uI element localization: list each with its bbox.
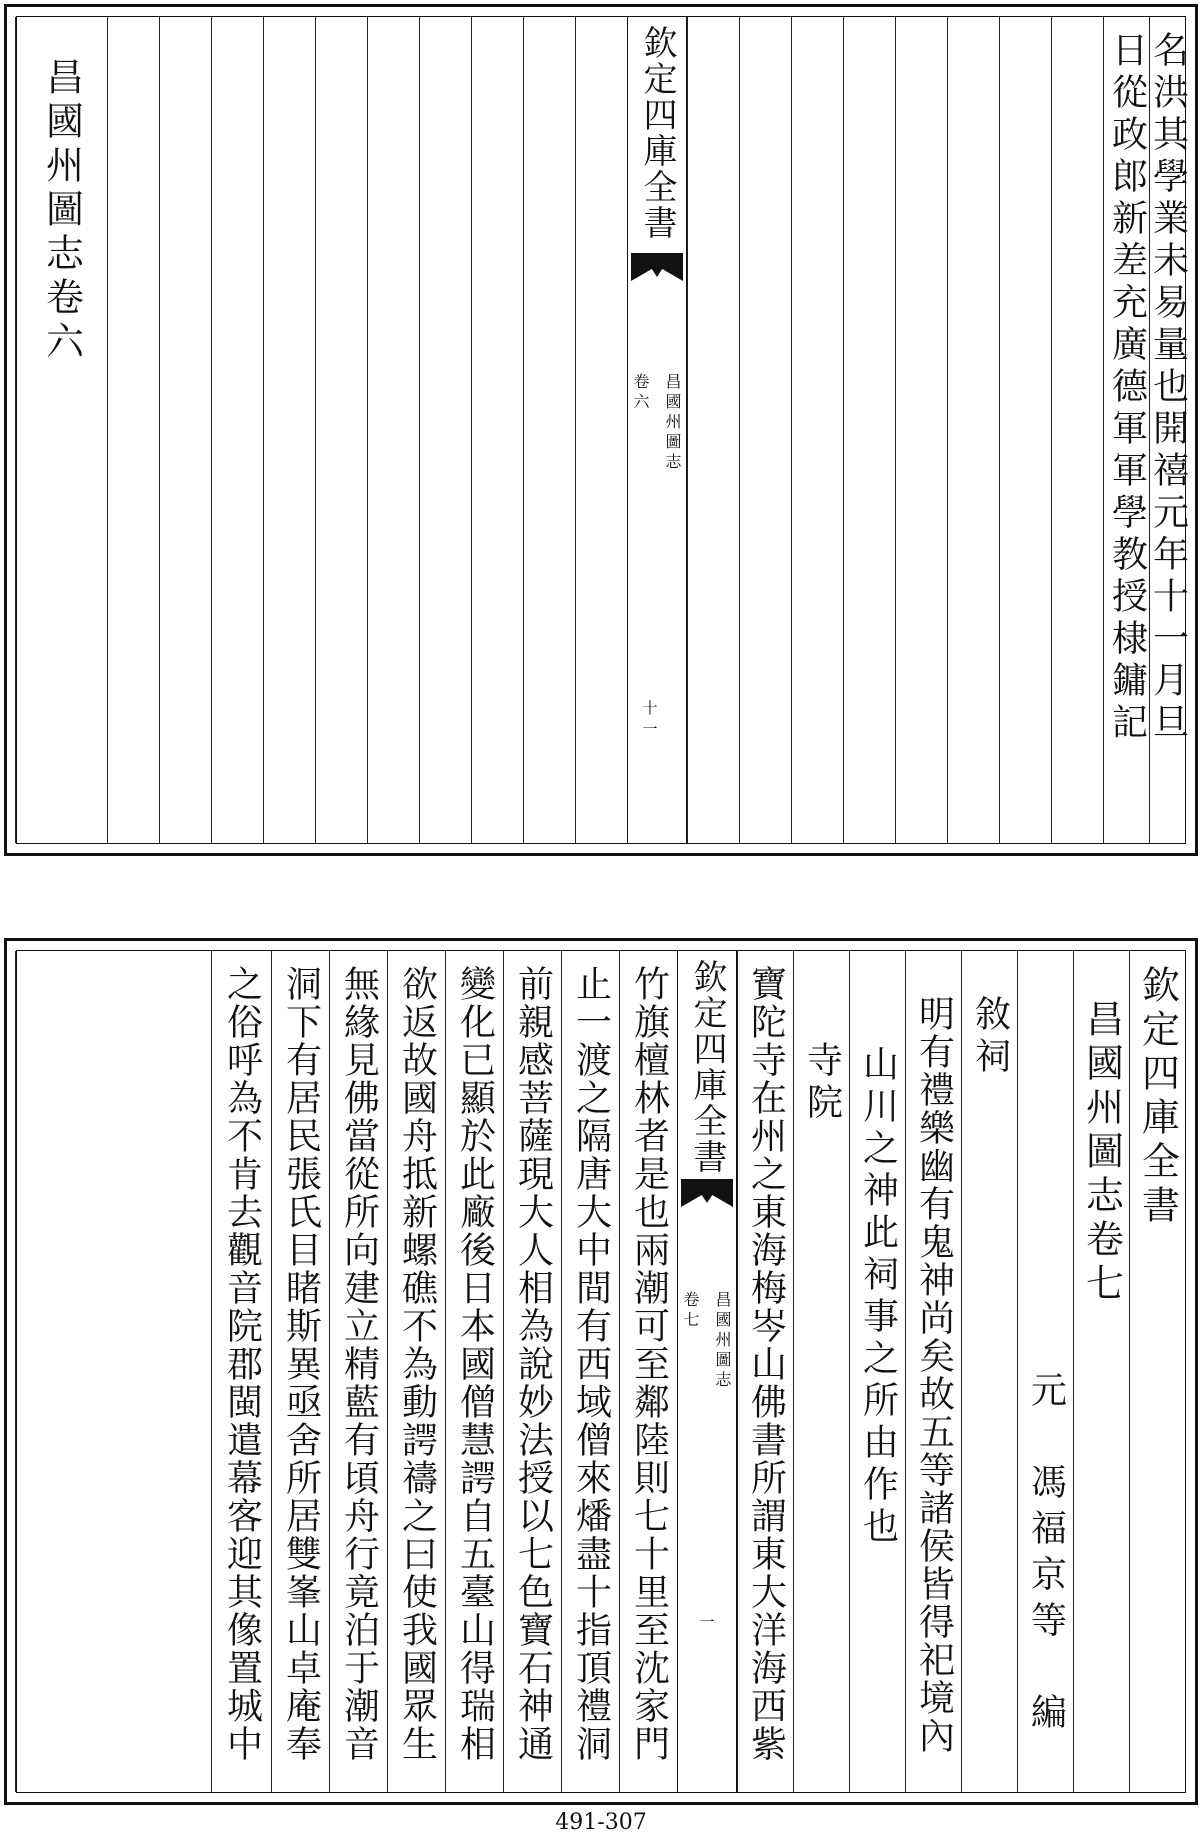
empty-column bbox=[1051, 17, 1103, 843]
empty-column bbox=[471, 17, 523, 843]
bottom-column-2 bbox=[1073, 951, 1129, 1792]
bottom-column-10 bbox=[561, 951, 619, 1792]
bottom-page-frame bbox=[16, 950, 1186, 1793]
top-spine bbox=[627, 17, 687, 843]
bottom-column-7 bbox=[793, 951, 849, 1792]
bottom-spine-volume: 卷七 bbox=[681, 1291, 700, 1331]
bottom-header-title: 欽定四庫全書 bbox=[1135, 965, 1180, 1229]
bottom-column-8 bbox=[737, 951, 793, 1792]
bottom-column-9 bbox=[619, 951, 677, 1792]
bottom-column-5 bbox=[905, 951, 961, 1792]
bottom-text-11: 前親感菩薩現大人相為說妙法授以七色寶石神通 bbox=[512, 965, 554, 1763]
empty-column bbox=[211, 17, 263, 843]
bottom-spine-book: 昌國州圖志 bbox=[713, 1291, 732, 1391]
top-left-title-column bbox=[15, 17, 107, 843]
bottom-column-14 bbox=[329, 951, 387, 1792]
empty-column bbox=[367, 17, 419, 843]
top-text-column-2 bbox=[1103, 17, 1149, 843]
bottom-spine-page: 一 bbox=[699, 1613, 715, 1631]
empty-column bbox=[843, 17, 895, 843]
fish-tail-mark-icon bbox=[631, 253, 683, 293]
empty-column bbox=[895, 17, 947, 843]
top-page bbox=[4, 4, 1198, 856]
bottom-column-13 bbox=[387, 951, 445, 1792]
empty-column bbox=[159, 17, 211, 843]
empty-column bbox=[575, 17, 627, 843]
bottom-author: 元 馮福京等 編 bbox=[1025, 1371, 1067, 1739]
top-text-2: 日從政郎新差充廣德軍軍學教授棣鏞記 bbox=[1106, 31, 1148, 745]
bottom-column-4 bbox=[961, 951, 1017, 1792]
bottom-volume-title: 昌國州圖志卷七 bbox=[1079, 999, 1124, 1307]
section-heading-xu-ci: 敘祠 bbox=[969, 995, 1011, 1079]
empty-column bbox=[999, 17, 1051, 843]
bottom-column-12 bbox=[445, 951, 503, 1792]
top-spine-volume: 卷六 bbox=[631, 373, 650, 413]
top-text-column-1 bbox=[1147, 17, 1189, 843]
top-spine-page: 十一 bbox=[642, 699, 658, 738]
bottom-text-16: 之俗呼為不肯去觀音院郡閩遣幕客迎其像置城中 bbox=[221, 965, 263, 1763]
bottom-column-16 bbox=[211, 951, 271, 1792]
bottom-text-13: 欲返故國舟抵新螺礁不為動諤禱之曰使我國眾生 bbox=[396, 965, 438, 1763]
bottom-text-6: 山川之神此祠事之所由作也 bbox=[857, 1045, 899, 1549]
top-page-frame bbox=[16, 16, 1189, 844]
empty-column bbox=[263, 17, 315, 843]
bottom-spine-title: 欽定四庫全書 bbox=[687, 959, 727, 1175]
fish-tail-mark-icon bbox=[681, 1179, 733, 1219]
bottom-text-10: 止一渡之隔唐大中間有西域僧來燔盡十指頂禮洞 bbox=[570, 965, 612, 1763]
empty-column bbox=[739, 17, 791, 843]
bottom-column-6 bbox=[849, 951, 905, 1792]
bottom-text-14: 無緣見佛當從所向建立精藍有頃舟行竟泊于潮音 bbox=[338, 965, 380, 1763]
empty-column bbox=[15, 951, 211, 1792]
bottom-column-3 bbox=[1017, 951, 1073, 1792]
top-spine-book: 昌國州圖志 bbox=[663, 373, 682, 473]
bottom-spine bbox=[677, 951, 737, 1792]
empty-column bbox=[523, 17, 575, 843]
bottom-column-1 bbox=[1129, 951, 1185, 1792]
bottom-column-11 bbox=[503, 951, 561, 1792]
bottom-page bbox=[4, 938, 1198, 1805]
empty-column bbox=[419, 17, 471, 843]
top-text-1: 名洪其學業未易量也開禧元年十一月旦 bbox=[1147, 31, 1189, 745]
empty-column bbox=[107, 17, 159, 843]
bottom-text-12: 變化已顯於此廠後日本國僧慧諤自五臺山得瑞相 bbox=[454, 965, 496, 1763]
empty-column bbox=[947, 17, 999, 843]
top-volume-end-title: 昌國州圖志卷六 bbox=[39, 57, 84, 365]
top-spine-title: 欽定四庫全書 bbox=[637, 25, 677, 241]
bottom-text-9: 竹旗檀林者是也兩潮可至鄰陸則七十里至沈家門 bbox=[628, 965, 670, 1763]
empty-column bbox=[791, 17, 843, 843]
empty-column bbox=[687, 17, 739, 843]
empty-column bbox=[315, 17, 367, 843]
bottom-column-15 bbox=[271, 951, 329, 1792]
bottom-text-8: 寶陀寺在州之東海梅岑山佛書所謂東大洋海西紫 bbox=[745, 965, 787, 1763]
page-footer-number: 491-307 bbox=[555, 1810, 647, 1835]
bottom-text-15: 洞下有居民張氏目睹斯異亟舍所居雙峯山卓庵奉 bbox=[280, 965, 322, 1763]
bottom-text-5: 明有禮樂幽有鬼神尚矣故五等諸侯皆得祀境內 bbox=[913, 995, 955, 1755]
section-heading-si-yuan: 寺院 bbox=[801, 1041, 843, 1125]
